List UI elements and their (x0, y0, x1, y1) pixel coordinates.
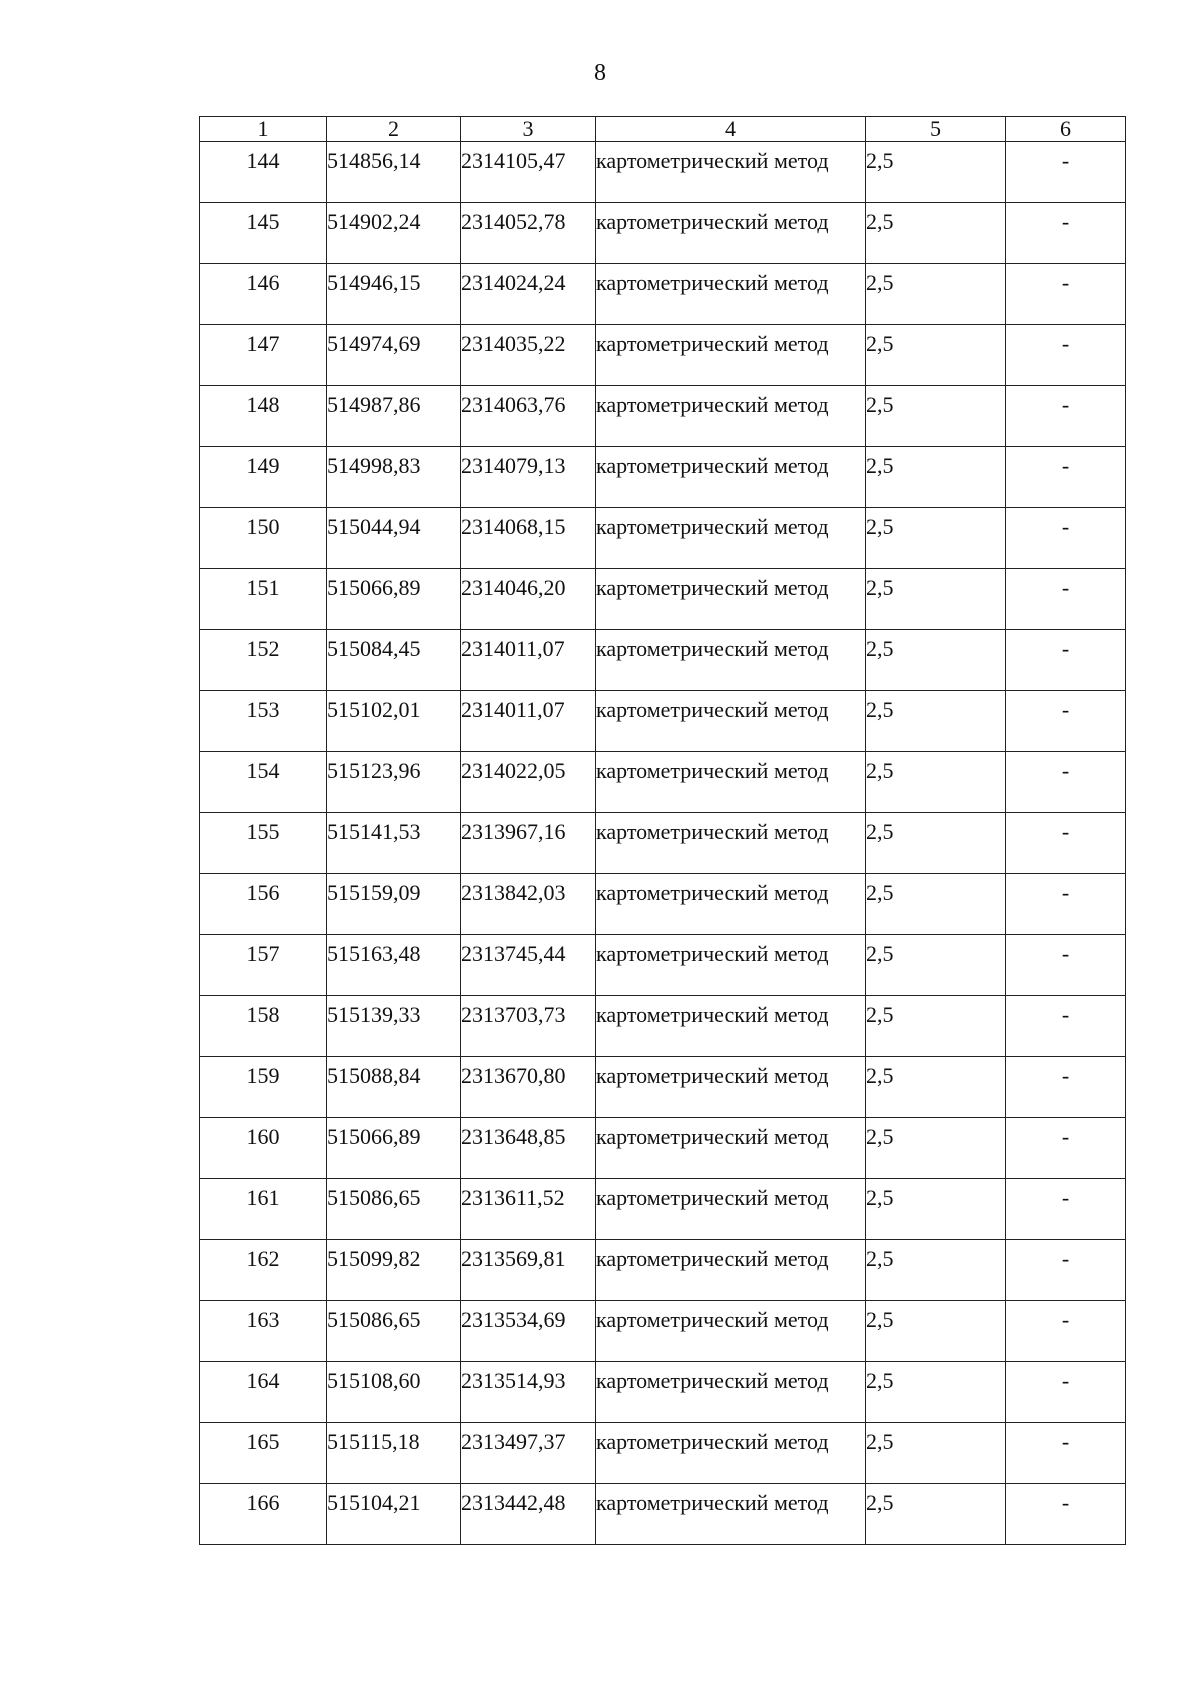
point-number-cell: 150 (200, 508, 327, 569)
x-coordinate-cell: 515099,82 (327, 1240, 461, 1301)
table-row (200, 935, 1126, 996)
accuracy-cell: 2,5 (866, 1240, 1006, 1301)
point-number-cell: 147 (200, 325, 327, 386)
point-number-cell: 165 (200, 1423, 327, 1484)
x-coordinate-cell: 515044,94 (327, 508, 461, 569)
description-cell: - (1006, 1118, 1126, 1179)
method-cell: картометрический метод (596, 1179, 866, 1240)
y-coordinate-cell: 2314011,07 (461, 630, 596, 691)
table-row (200, 447, 1126, 508)
y-coordinate-cell: 2314068,15 (461, 508, 596, 569)
y-coordinate-cell: 2313569,81 (461, 1240, 596, 1301)
x-coordinate-cell: 515088,84 (327, 1057, 461, 1118)
accuracy-cell: 2,5 (866, 1362, 1006, 1423)
table-row (200, 1484, 1126, 1545)
method-cell: картометрический метод (596, 996, 866, 1057)
table-row (200, 691, 1126, 752)
table-row (200, 142, 1126, 203)
description-cell: - (1006, 874, 1126, 935)
accuracy-cell: 2,5 (866, 508, 1006, 569)
method-cell: картометрический метод (596, 813, 866, 874)
x-coordinate-cell: 515159,09 (327, 874, 461, 935)
y-coordinate-cell: 2314022,05 (461, 752, 596, 813)
point-number-cell: 161 (200, 1179, 327, 1240)
y-coordinate-cell: 2313842,03 (461, 874, 596, 935)
accuracy-cell: 2,5 (866, 1118, 1006, 1179)
description-cell: - (1006, 1057, 1126, 1118)
description-cell: - (1006, 142, 1126, 203)
description-cell: - (1006, 1240, 1126, 1301)
table-row (200, 1179, 1126, 1240)
description-cell: - (1006, 325, 1126, 386)
accuracy-cell: 2,5 (866, 569, 1006, 630)
x-coordinate-cell: 515115,18 (327, 1423, 461, 1484)
y-coordinate-cell: 2313534,69 (461, 1301, 596, 1362)
header-row (200, 117, 1126, 142)
y-coordinate-cell: 2313703,73 (461, 996, 596, 1057)
y-coordinate-cell: 2313967,16 (461, 813, 596, 874)
method-cell: картометрический метод (596, 630, 866, 691)
x-coordinate-cell: 515163,48 (327, 935, 461, 996)
accuracy-cell: 2,5 (866, 1301, 1006, 1362)
y-coordinate-cell: 2313514,93 (461, 1362, 596, 1423)
method-cell: картометрический метод (596, 1057, 866, 1118)
x-coordinate-cell: 515139,33 (327, 996, 461, 1057)
point-number-cell: 160 (200, 1118, 327, 1179)
accuracy-cell: 2,5 (866, 1179, 1006, 1240)
method-cell: картометрический метод (596, 752, 866, 813)
description-cell: - (1006, 1301, 1126, 1362)
accuracy-cell: 2,5 (866, 1057, 1006, 1118)
y-coordinate-cell: 2314052,78 (461, 203, 596, 264)
description-cell: - (1006, 1484, 1126, 1545)
method-cell: картометрический метод (596, 264, 866, 325)
x-coordinate-cell: 515066,89 (327, 569, 461, 630)
column-header: 3 (461, 117, 596, 142)
description-cell: - (1006, 203, 1126, 264)
method-cell: картометрический метод (596, 1423, 866, 1484)
accuracy-cell: 2,5 (866, 813, 1006, 874)
accuracy-cell: 2,5 (866, 996, 1006, 1057)
point-number-cell: 153 (200, 691, 327, 752)
accuracy-cell: 2,5 (866, 935, 1006, 996)
accuracy-cell: 2,5 (866, 386, 1006, 447)
point-number-cell: 152 (200, 630, 327, 691)
point-number-cell: 166 (200, 1484, 327, 1545)
table-row (200, 1362, 1126, 1423)
y-coordinate-cell: 2314063,76 (461, 386, 596, 447)
method-cell: картометрический метод (596, 1118, 866, 1179)
x-coordinate-cell: 514998,83 (327, 447, 461, 508)
table-row (200, 1057, 1126, 1118)
point-number-cell: 155 (200, 813, 327, 874)
point-number-cell: 157 (200, 935, 327, 996)
description-cell: - (1006, 813, 1126, 874)
table-row (200, 1423, 1126, 1484)
point-number-cell: 162 (200, 1240, 327, 1301)
method-cell: картометрический метод (596, 447, 866, 508)
table-row (200, 996, 1126, 1057)
accuracy-cell: 2,5 (866, 691, 1006, 752)
accuracy-cell: 2,5 (866, 142, 1006, 203)
table-row (200, 264, 1126, 325)
accuracy-cell: 2,5 (866, 447, 1006, 508)
point-number-cell: 144 (200, 142, 327, 203)
accuracy-cell: 2,5 (866, 325, 1006, 386)
description-cell: - (1006, 752, 1126, 813)
method-cell: картометрический метод (596, 1362, 866, 1423)
point-number-cell: 159 (200, 1057, 327, 1118)
method-cell: картометрический метод (596, 569, 866, 630)
y-coordinate-cell: 2313611,52 (461, 1179, 596, 1240)
description-cell: - (1006, 1179, 1126, 1240)
x-coordinate-cell: 515102,01 (327, 691, 461, 752)
point-number-cell: 164 (200, 1362, 327, 1423)
x-coordinate-cell: 514974,69 (327, 325, 461, 386)
description-cell: - (1006, 935, 1126, 996)
method-cell: картометрический метод (596, 142, 866, 203)
description-cell: - (1006, 508, 1126, 569)
x-coordinate-cell: 515086,65 (327, 1179, 461, 1240)
table-row (200, 752, 1126, 813)
table-row (200, 569, 1126, 630)
description-cell: - (1006, 1423, 1126, 1484)
point-number-cell: 145 (200, 203, 327, 264)
y-coordinate-cell: 2314079,13 (461, 447, 596, 508)
page-number: 8 (594, 60, 606, 86)
y-coordinate-cell: 2313648,85 (461, 1118, 596, 1179)
column-header: 2 (327, 117, 461, 142)
accuracy-cell: 2,5 (866, 203, 1006, 264)
point-number-cell: 163 (200, 1301, 327, 1362)
coordinates-table (199, 116, 1126, 1545)
table-row (200, 1301, 1126, 1362)
x-coordinate-cell: 514987,86 (327, 386, 461, 447)
y-coordinate-cell: 2314105,47 (461, 142, 596, 203)
y-coordinate-cell: 2314035,22 (461, 325, 596, 386)
table-row (200, 1118, 1126, 1179)
column-header: 4 (596, 117, 866, 142)
x-coordinate-cell: 515084,45 (327, 630, 461, 691)
column-header: 1 (200, 117, 327, 142)
table-row (200, 508, 1126, 569)
point-number-cell: 148 (200, 386, 327, 447)
method-cell: картометрический метод (596, 1240, 866, 1301)
x-coordinate-cell: 514946,15 (327, 264, 461, 325)
x-coordinate-cell: 515141,53 (327, 813, 461, 874)
point-number-cell: 154 (200, 752, 327, 813)
y-coordinate-cell: 2313745,44 (461, 935, 596, 996)
table-row (200, 630, 1126, 691)
x-coordinate-cell: 514902,24 (327, 203, 461, 264)
x-coordinate-cell: 515066,89 (327, 1118, 461, 1179)
accuracy-cell: 2,5 (866, 1423, 1006, 1484)
accuracy-cell: 2,5 (866, 1484, 1006, 1545)
accuracy-cell: 2,5 (866, 874, 1006, 935)
method-cell: картометрический метод (596, 508, 866, 569)
x-coordinate-cell: 515108,60 (327, 1362, 461, 1423)
y-coordinate-cell: 2313670,80 (461, 1057, 596, 1118)
description-cell: - (1006, 447, 1126, 508)
description-cell: - (1006, 996, 1126, 1057)
method-cell: картометрический метод (596, 203, 866, 264)
table-row (200, 1240, 1126, 1301)
method-cell: картометрический метод (596, 935, 866, 996)
point-number-cell: 156 (200, 874, 327, 935)
point-number-cell: 146 (200, 264, 327, 325)
method-cell: картометрический метод (596, 325, 866, 386)
table-row (200, 874, 1126, 935)
x-coordinate-cell: 514856,14 (327, 142, 461, 203)
point-number-cell: 151 (200, 569, 327, 630)
description-cell: - (1006, 386, 1126, 447)
x-coordinate-cell: 515104,21 (327, 1484, 461, 1545)
method-cell: картометрический метод (596, 1301, 866, 1362)
point-number-cell: 158 (200, 996, 327, 1057)
table-row (200, 386, 1126, 447)
accuracy-cell: 2,5 (866, 752, 1006, 813)
method-cell: картометрический метод (596, 386, 866, 447)
y-coordinate-cell: 2313497,37 (461, 1423, 596, 1484)
description-cell: - (1006, 569, 1126, 630)
column-header: 6 (1006, 117, 1126, 142)
table-row (200, 325, 1126, 386)
y-coordinate-cell: 2314046,20 (461, 569, 596, 630)
x-coordinate-cell: 515086,65 (327, 1301, 461, 1362)
description-cell: - (1006, 691, 1126, 752)
description-cell: - (1006, 1362, 1126, 1423)
y-coordinate-cell: 2314011,07 (461, 691, 596, 752)
y-coordinate-cell: 2314024,24 (461, 264, 596, 325)
method-cell: картометрический метод (596, 874, 866, 935)
column-header: 5 (866, 117, 1006, 142)
point-number-cell: 149 (200, 447, 327, 508)
accuracy-cell: 2,5 (866, 264, 1006, 325)
y-coordinate-cell: 2313442,48 (461, 1484, 596, 1545)
description-cell: - (1006, 264, 1126, 325)
x-coordinate-cell: 515123,96 (327, 752, 461, 813)
method-cell: картометрический метод (596, 1484, 866, 1545)
description-cell: - (1006, 630, 1126, 691)
table-row (200, 813, 1126, 874)
method-cell: картометрический метод (596, 691, 866, 752)
table-row (200, 203, 1126, 264)
accuracy-cell: 2,5 (866, 630, 1006, 691)
